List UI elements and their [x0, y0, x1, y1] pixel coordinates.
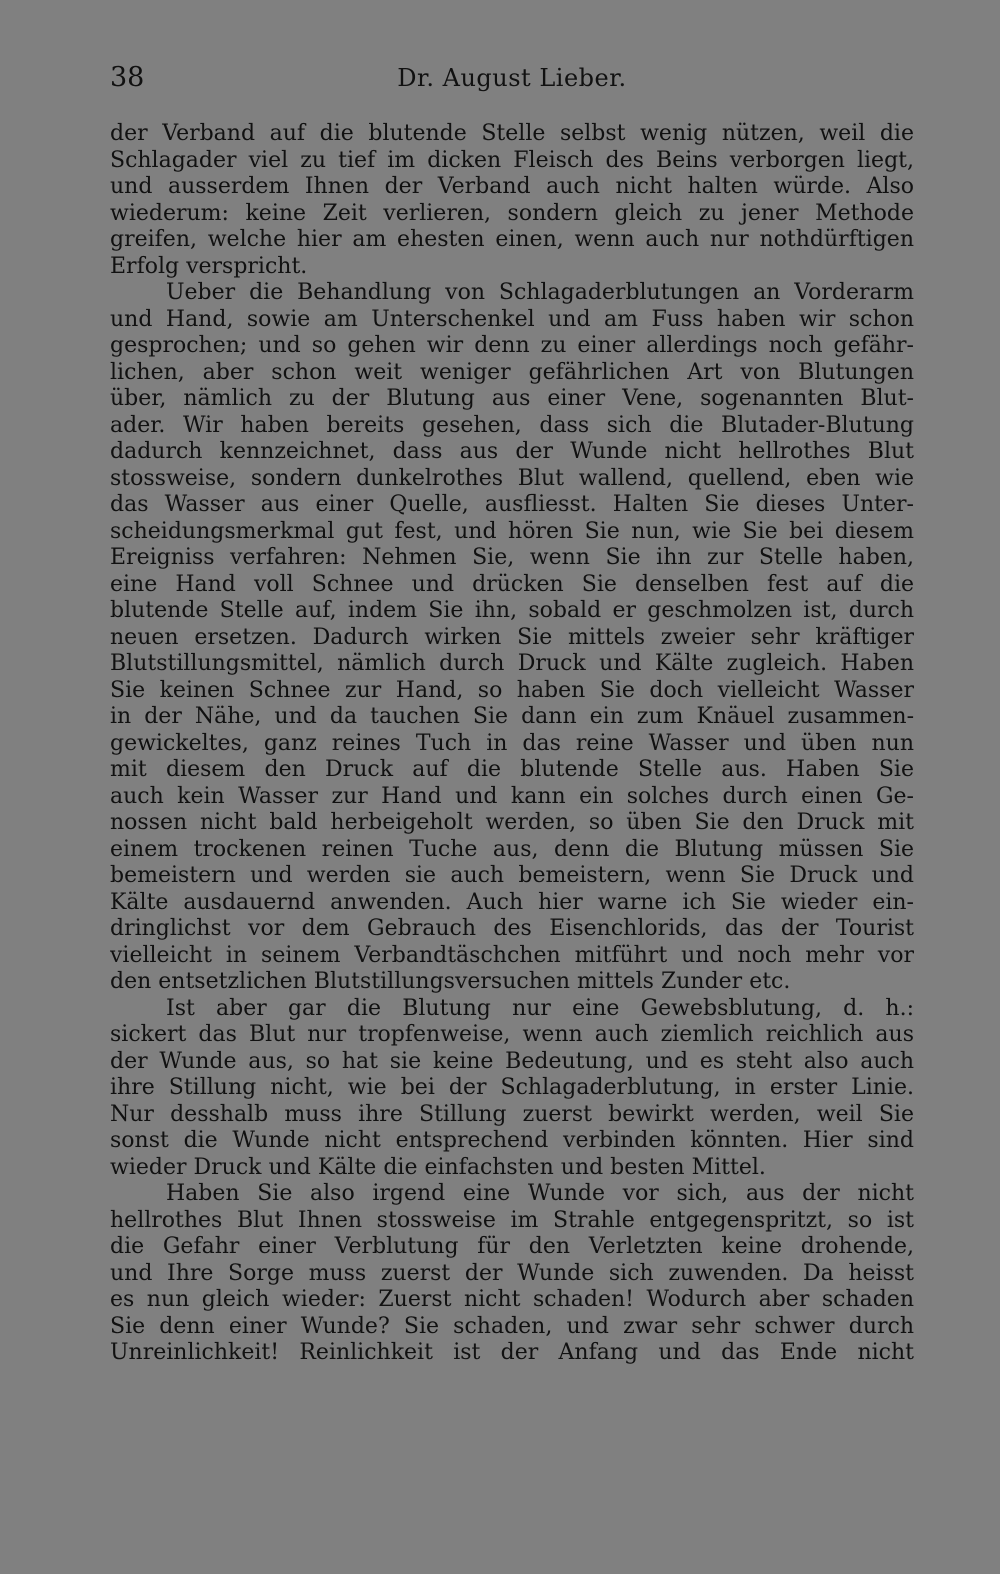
text-line: stossweise, sondern dunkelrothes Blut wallend, quellend, eben wie [110, 465, 914, 491]
text-line: hellrothes Blut Ihnen stossweise im Strahle entgegenspritzt, so ist [110, 1207, 914, 1233]
text-line: Ueber die Behandlung von Schlagaderblutungen an Vorderarm [166, 280, 914, 305]
text-line: der Wunde aus, so hat sie keine Bedeutung, und es steht also auch [110, 1048, 914, 1074]
text-line: vielleicht in seinem Verbandtäschchen mitführt und noch mehr vor [110, 942, 914, 968]
text-line: sickert das Blut nur tropfenweise, wenn auch ziemlich reichlich aus [110, 1022, 914, 1047]
page-number: 38 [110, 62, 145, 93]
paragraph [110, 280, 914, 996]
text-line: Haben Sie also irgend eine Wunde vor sich, aus der nicht [166, 1181, 914, 1206]
text-line: Ist aber gar die Blutung nur eine Gewebsblutung, d. h.: [166, 995, 914, 1021]
text-line: dadurch kennzeichnet, dass aus der Wunde nicht hellrothes Blut [110, 439, 914, 464]
text-line: blutende Stelle auf, indem Sie ihn, sobald er geschmolzen ist, durch [110, 598, 914, 623]
text-line: Unreinlichkeit! Reinlichkeit ist der Anfang und das Ende nicht [110, 1340, 914, 1365]
paragraph [110, 1181, 914, 1367]
text-line: in der Nähe, und da tauchen Sie dann ein zum Knäuel zusammen- [110, 704, 914, 729]
text-line: Nur desshalb muss ihre Stillung zuerst bewirkt werden, weil Sie [110, 1101, 914, 1127]
text-line: ader. Wir haben bereits gesehen, dass sich die Blutader-Blutung [110, 412, 914, 438]
text-line: Sie denn einer Wunde? Sie schaden, und zwar sehr schwer durch [110, 1313, 914, 1339]
text-line: Erfolg verspricht. [110, 253, 308, 279]
text-line: und Hand, sowie am Unterschenkel und am Fuss haben wir schon [110, 306, 914, 332]
text-line: Sie keinen Schnee zur Hand, so haben Sie doch vielleicht Wasser [110, 677, 914, 703]
text-line: auch kein Wasser zur Hand und kann ein solches durch einen Ge- [110, 783, 914, 809]
text-line: greifen, welche hier am ehesten einen, wenn auch nur nothdürftigen [110, 227, 914, 252]
text-line: einem trockenen reinen Tuche aus, denn die Blutung müssen Sie [110, 836, 914, 862]
text-line: scheidungsmerkmal gut fest, und hören Sie nun, wie Sie bei diesem [110, 518, 914, 544]
text-line: dringlichst vor dem Gebrauch des Eisenchlorids, das der Tourist [110, 916, 914, 941]
text-line: eine Hand voll Schnee und drücken Sie denselben fest auf die [110, 571, 914, 597]
text-line: wiederum: keine Zeit verlieren, sondern gleich zu jener Methode [110, 200, 914, 226]
text-line: lichen, aber schon weit weniger gefährlichen Art von Blutungen [110, 359, 914, 385]
text-line: Blutstillungsmittel, nämlich durch Druck und Kälte zugleich. Haben [110, 651, 914, 676]
text-line: es nun gleich wieder: Zuerst nicht schaden! Wodurch aber schaden [110, 1287, 914, 1312]
text-line: mit diesem den Druck auf die blutende Stelle aus. Haben Sie [110, 757, 914, 782]
text-line: der Verband auf die blutende Stelle selbst wenig nützen, weil die [110, 121, 914, 146]
text-line: neuen ersetzen. Dadurch wirken Sie mittels zweier sehr kräftiger [110, 624, 914, 650]
paragraph [110, 996, 914, 1182]
body-text [110, 121, 914, 1367]
text-line: Ereigniss verfahren: Nehmen Sie, wenn Sie ihn zur Stelle haben, [110, 545, 914, 570]
text-line: das Wasser aus einer Quelle, ausfliesst. Halten Sie dieses Unter- [110, 492, 914, 517]
running-title: Dr. August Lieber. [397, 64, 627, 92]
text-line: wieder Druck und Kälte die einfachsten und besten Mittel. [110, 1154, 766, 1180]
text-line: gewickeltes, ganz reines Tuch in das reine Wasser und üben nun [110, 730, 914, 756]
running-head [110, 62, 914, 98]
text-line: die Gefahr einer Verblutung für den Verletzten keine drohende, [110, 1234, 914, 1259]
text-line: und ausserdem Ihnen der Verband auch nicht halten würde. Also [110, 174, 914, 199]
text-line: über, nämlich zu der Blutung aus einer Vene, sogenannten Blut- [110, 386, 914, 411]
text-line: gesprochen; und so gehen wir denn zu einer allerdings noch gefähr- [110, 333, 914, 358]
text-line: und Ihre Sorge muss zuerst der Wunde sich zuwenden. Da heisst [110, 1260, 914, 1286]
paragraph [110, 121, 914, 280]
text-line: bemeistern und werden sie auch bemeistern, wenn Sie Druck und [110, 863, 914, 888]
text-line: den entsetzlichen Blutstillungsversuchen mittels Zunder etc. [110, 969, 791, 994]
text-line: Schlagader viel zu tief im dicken Fleisch des Beins verborgen liegt, [110, 147, 914, 173]
text-line: Kälte ausdauernd anwenden. Auch hier warne ich Sie wieder ein- [110, 889, 914, 915]
text-line: sonst die Wunde nicht entsprechend verbinden könnten. Hier sind [110, 1128, 914, 1153]
text-line: nossen nicht bald herbeigeholt werden, so üben Sie den Druck mit [110, 810, 914, 835]
text-line: ihre Stillung nicht, wie bei der Schlagaderblutung, in erster Linie. [110, 1075, 914, 1100]
